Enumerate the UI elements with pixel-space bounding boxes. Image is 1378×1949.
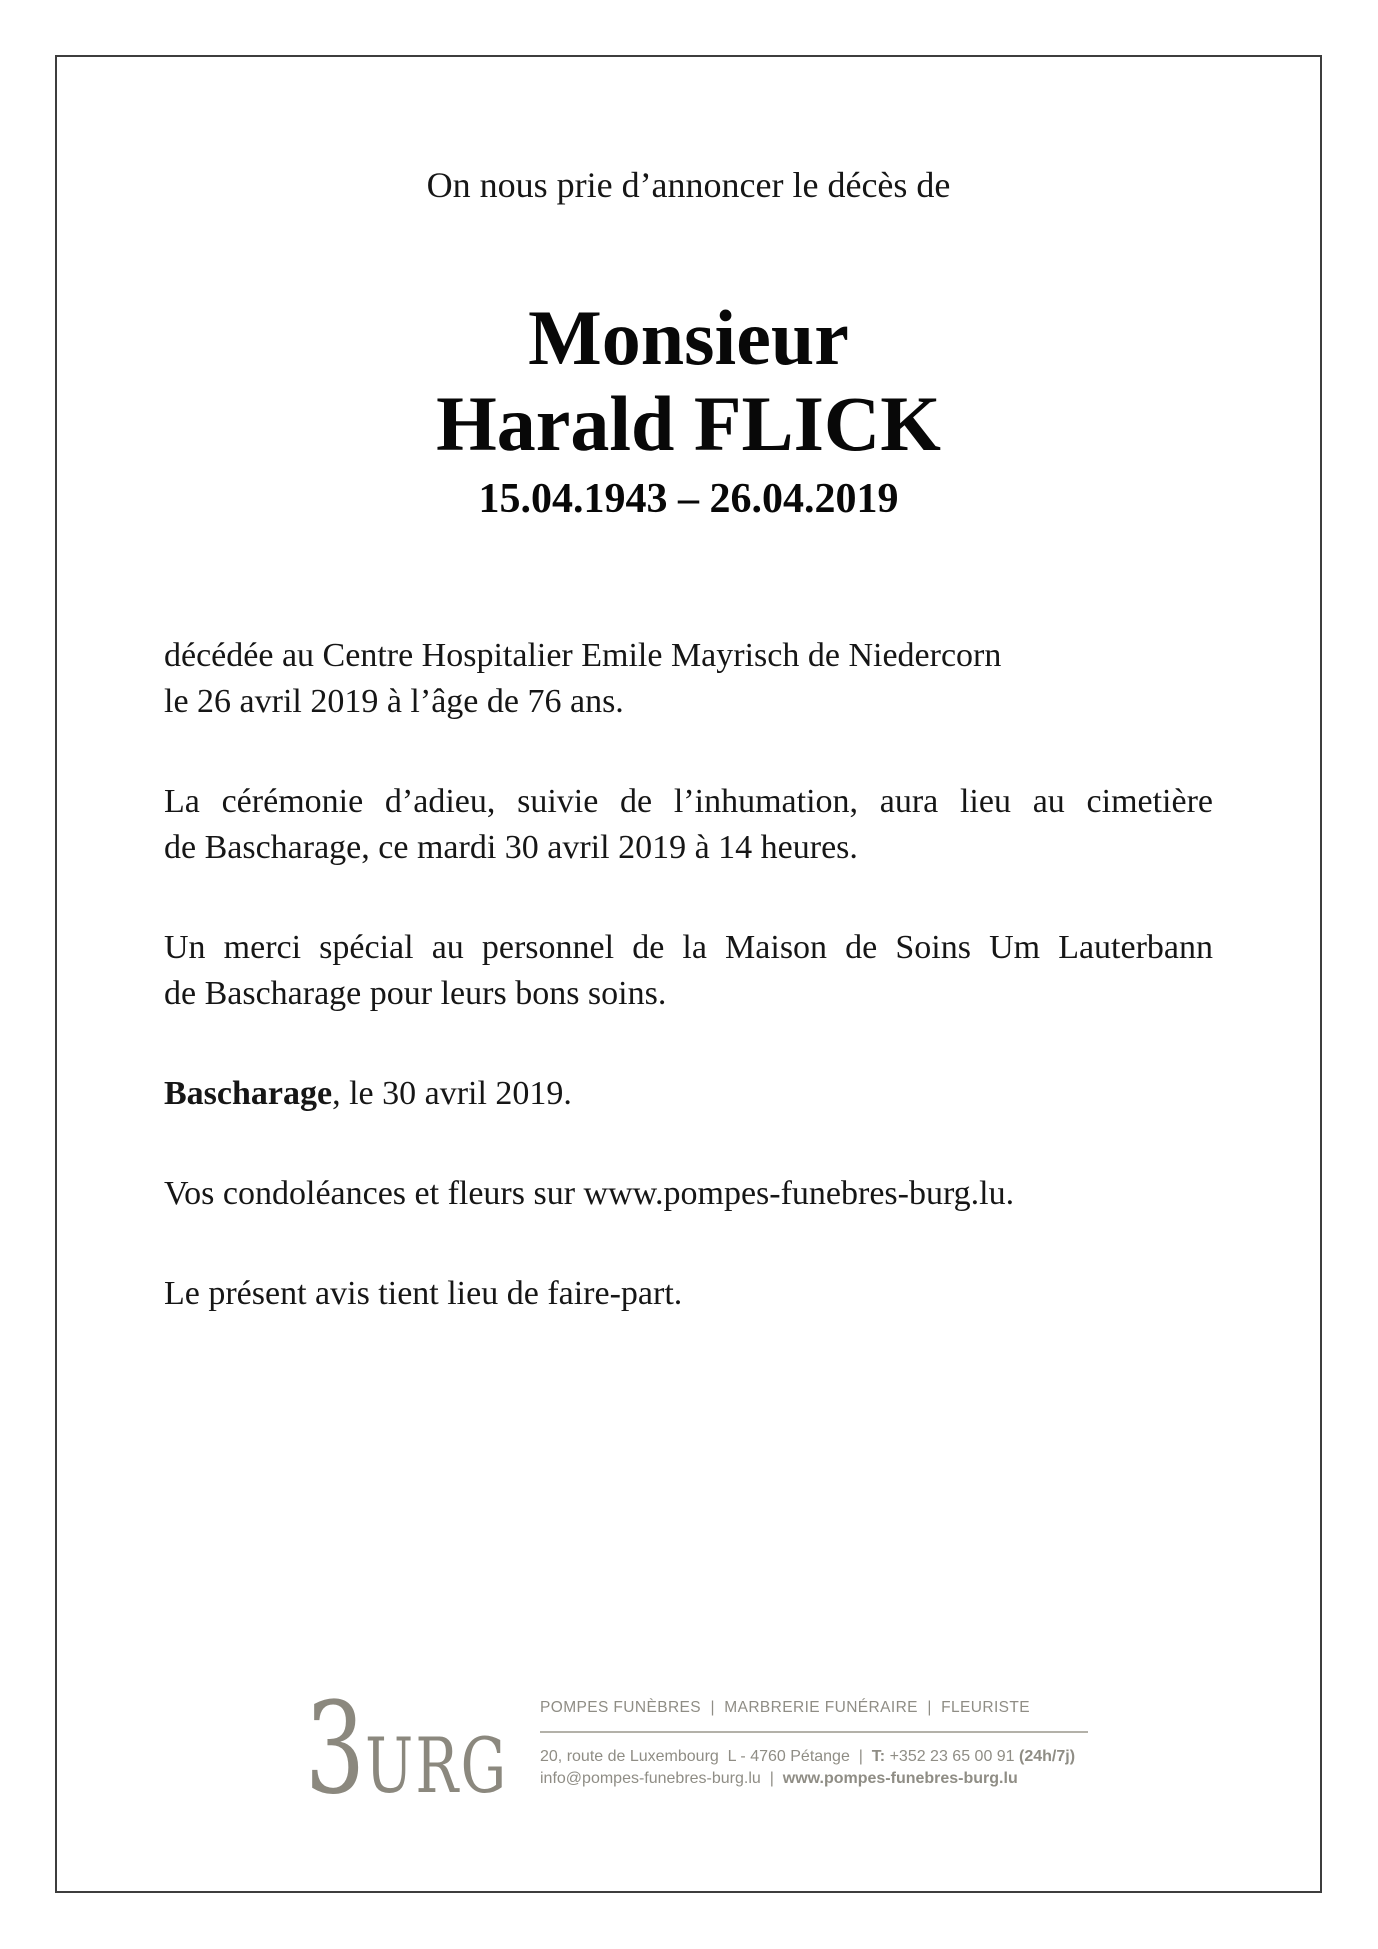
footer-contact: info@pompes-funebres-burg.lu | www.pompes-funebres-burg.lu: [540, 1770, 1018, 1787]
deceased-title: [57, 295, 1320, 467]
announcement-body: [164, 633, 1213, 1317]
paragraph: La cérémonie d’adieu, suivie de l’inhumation, aura lieu au cimetière de Bascharage, ce mardi 30 avril 2019 à 14 heures.: [164, 783, 1213, 866]
life-dates: 15.04.1943 – 26.04.2019: [478, 476, 899, 522]
deceased-name: Harald FLICK: [436, 380, 941, 467]
page-border: [55, 55, 1322, 1893]
title-salutation: Monsieur: [528, 294, 849, 381]
paragraph: Vos condoléances et fleurs sur www.pompes-funebres-burg.lu.: [164, 1175, 1015, 1212]
footer-divider: [540, 1731, 1088, 1733]
footer-info: [540, 1699, 1088, 1790]
burg-logo-text: [305, 1675, 509, 1822]
logo-initial: 3: [305, 1675, 366, 1822]
funeral-home-footer: [305, 1675, 1088, 1822]
burg-logo: [305, 1675, 509, 1822]
paragraph: Un merci spécial au personnel de la Maison de Soins Um Lauterbann de Bascharage pour leurs bons soins.: [164, 929, 1213, 1012]
footer-address: 20, route de Luxembourg L - 4760 Pétange | T: +352 23 65 00 91 (24h/7j): [540, 1748, 1076, 1765]
paragraph: Bascharage, le 30 avril 2019.: [164, 1075, 572, 1112]
paragraph: décédée au Centre Hospitalier Emile Mayrisch de Niedercorn le 26 avril 2019 à l’âge de 76 ans.: [164, 637, 1002, 720]
footer-services: POMPES FUNÈBRES | MARBRERIE FUNÉRAIRE | FLEURISTE: [540, 1699, 1031, 1716]
intro-line: On nous prie d’annoncer le décès de: [426, 165, 951, 205]
logo-rest: URG: [365, 1721, 509, 1810]
paragraph: Le présent avis tient lieu de faire-part.: [164, 1275, 683, 1312]
